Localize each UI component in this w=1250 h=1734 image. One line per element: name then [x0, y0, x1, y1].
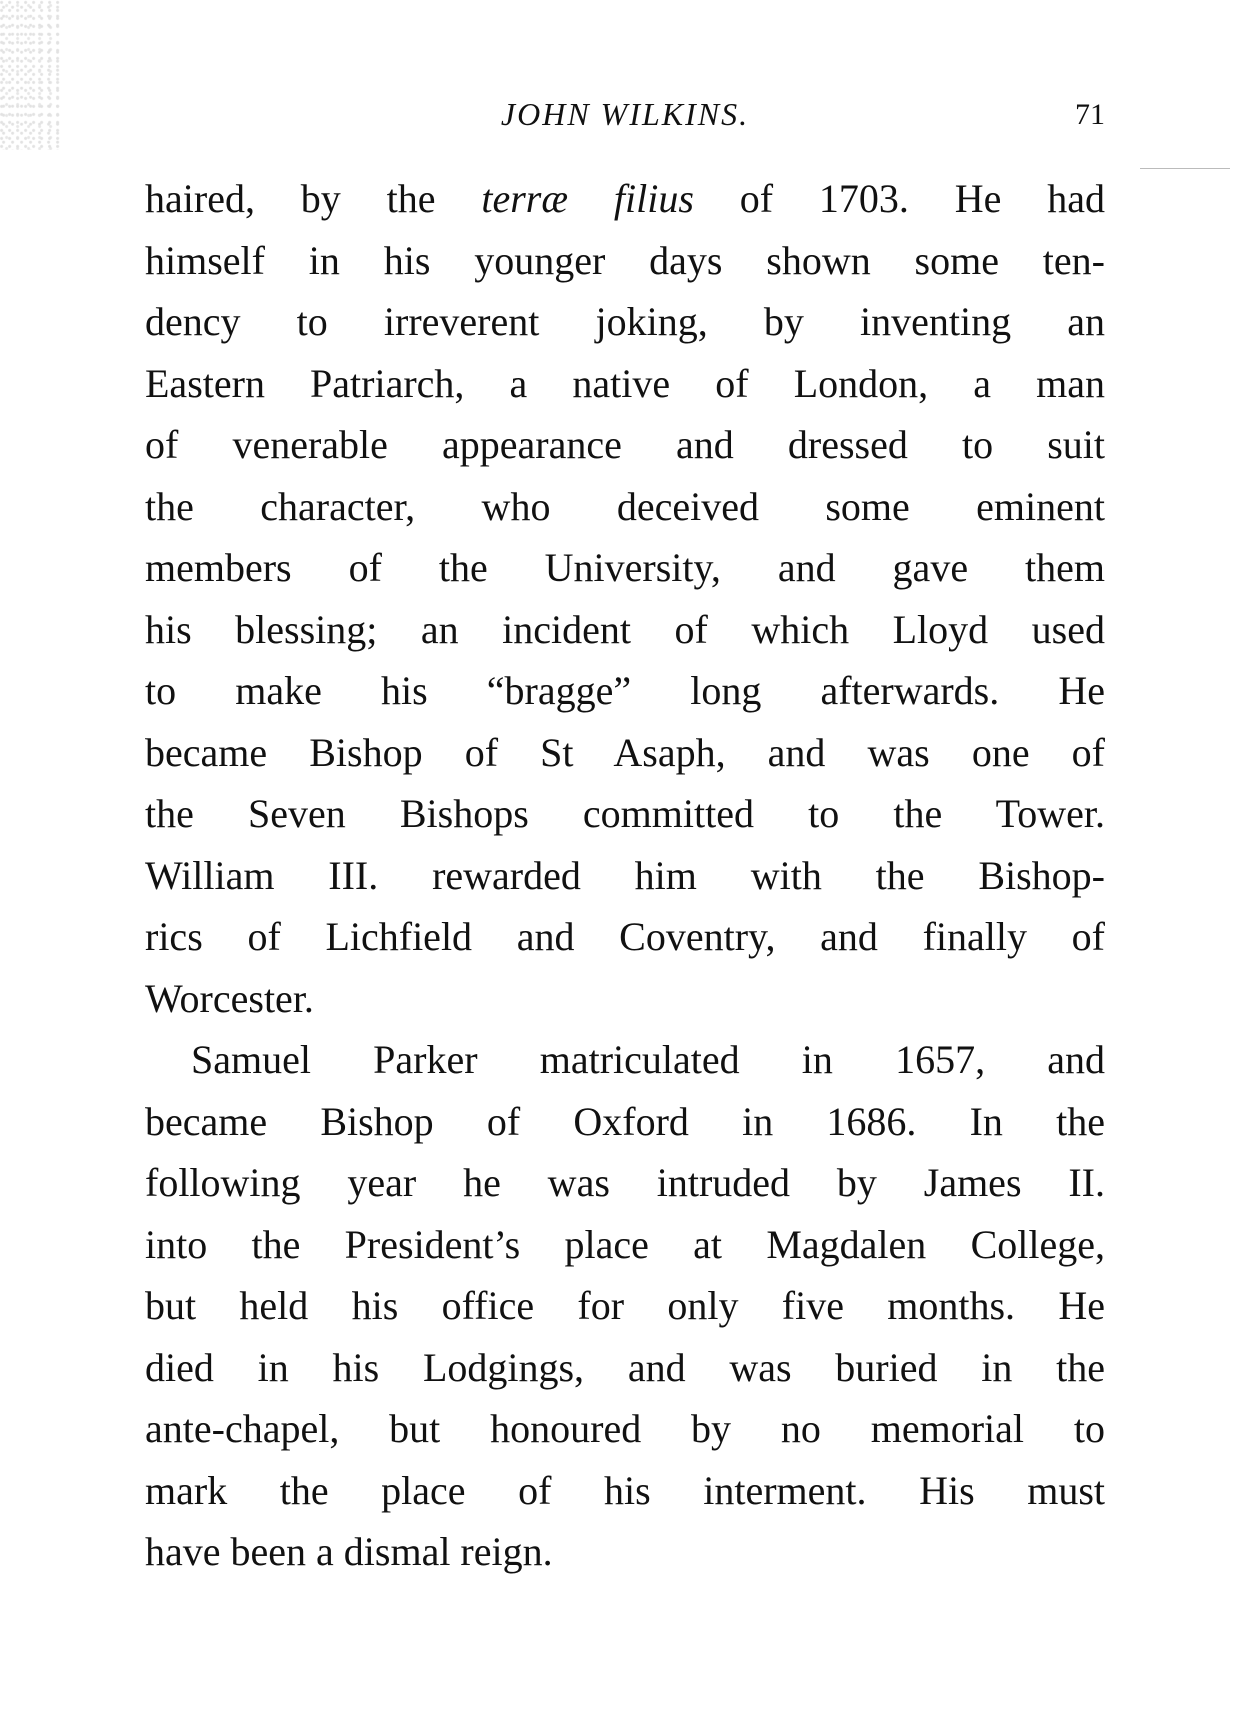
- text-segment: ante-chapel, but honoured by no memorial to: [145, 1406, 1105, 1451]
- text-line: [145, 537, 1105, 599]
- text-line: [145, 783, 1105, 845]
- page-number: 71: [1075, 98, 1105, 131]
- text-segment: but held his office for only five months. He: [145, 1283, 1105, 1328]
- text-segment: William III. rewarded him with the Bishop-: [145, 852, 1105, 898]
- text-segment: of 1703. He had: [693, 176, 1106, 221]
- running-title: JOHN WILKINS.: [500, 96, 750, 132]
- text-segment: Samuel Parker matriculated in 1657, and: [191, 1037, 1105, 1082]
- text-line: [145, 230, 1105, 292]
- text-line: [145, 1337, 1105, 1399]
- text-segment: rics of Lichfield and Coventry, and finally of: [145, 914, 1105, 959]
- text-segment: to make his “bragge” long afterwards. He: [145, 668, 1105, 713]
- text-line: [145, 906, 1105, 968]
- text-line: [145, 168, 1105, 230]
- text-segment: have been a dismal reign.: [145, 1529, 553, 1574]
- text-segment: himself in his younger days shown some ten-: [145, 237, 1105, 283]
- text-line: [145, 1152, 1105, 1214]
- text-line: [145, 968, 1105, 1030]
- text-line: [145, 1091, 1105, 1153]
- text-line: [145, 291, 1105, 353]
- scan-artifact: [0, 0, 60, 150]
- italic-phrase: terræ filius: [481, 176, 694, 221]
- text-segment: his blessing; an incident of which Lloyd used: [145, 606, 1105, 652]
- text-line: [145, 722, 1105, 784]
- text-segment: following year he was intruded by James II.: [145, 1160, 1105, 1205]
- text-segment: the character, who deceived some eminent: [145, 483, 1105, 529]
- text-line: [145, 599, 1105, 661]
- body-text: [145, 168, 1105, 1583]
- text-segment: members of the University, and gave them: [145, 545, 1105, 590]
- text-segment: dency to irreverent joking, by inventing an: [145, 299, 1105, 344]
- text-line: [145, 1398, 1105, 1460]
- text-segment: died in his Lodgings, and was buried in the: [145, 1344, 1105, 1390]
- text-segment: became Bishop of Oxford in 1686. In the: [145, 1098, 1105, 1144]
- text-segment: of venerable appearance and dressed to suit: [145, 422, 1105, 467]
- text-segment: Eastern Patriarch, a native of London, a man: [145, 360, 1105, 406]
- text-line: [145, 660, 1105, 722]
- text-line: [145, 1029, 1105, 1091]
- paragraph: [145, 1029, 1105, 1583]
- paragraph: [145, 168, 1105, 1029]
- text-segment: haired, by the: [145, 176, 482, 221]
- running-head: [145, 96, 1105, 146]
- text-line: [145, 353, 1105, 415]
- text-line: [145, 476, 1105, 538]
- text-line: [145, 1275, 1105, 1337]
- text-line: [145, 414, 1105, 476]
- header-rule: [1140, 168, 1230, 169]
- text-segment: became Bishop of St Asaph, and was one of: [145, 729, 1105, 775]
- text-segment: mark the place of his interment. His must: [145, 1467, 1105, 1513]
- text-segment: Worcester.: [145, 975, 314, 1021]
- text-line: [145, 1214, 1105, 1276]
- text-line: [145, 845, 1105, 907]
- text-segment: the Seven Bishops committed to the Tower.: [145, 791, 1105, 836]
- text-segment: into the President’s place at Magdalen College,: [145, 1221, 1105, 1267]
- text-line: [145, 1460, 1105, 1522]
- text-line: [145, 1521, 1105, 1583]
